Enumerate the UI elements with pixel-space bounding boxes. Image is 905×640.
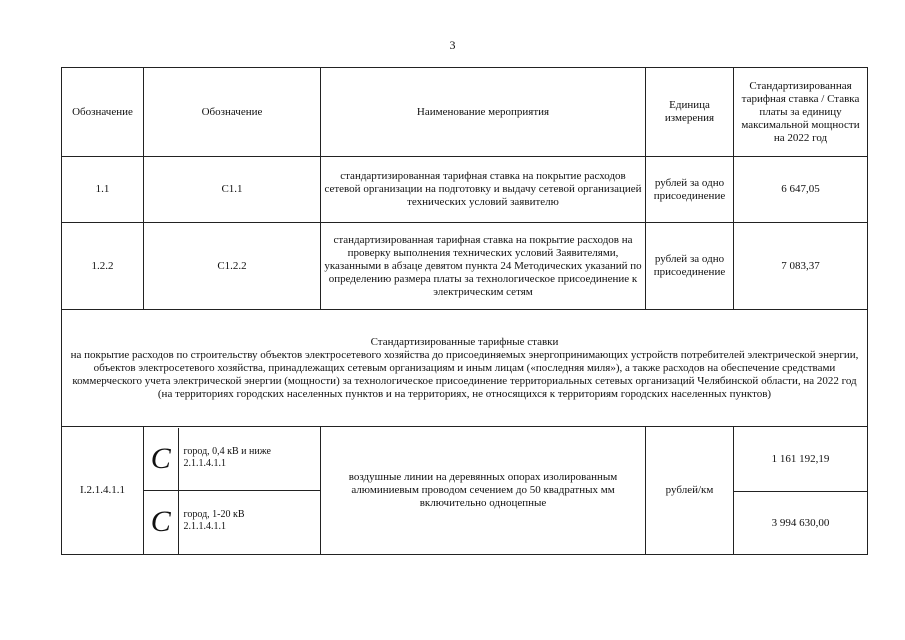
header-row	[62, 68, 868, 157]
row-unit: рублей за одно присоединение	[646, 157, 734, 223]
header-unit: Единица измерения	[646, 68, 734, 157]
row-designation: C1.1	[144, 157, 321, 223]
row-value: 7 083,37	[734, 223, 868, 310]
header-code: Обозначение	[62, 68, 144, 157]
sub-index: 2.1.1.4.1.1	[183, 457, 226, 469]
row-code: 1.2.2	[62, 223, 144, 310]
section-text: на покрытие расходов по строительству объектов электросетевого хозяйства до присоединяемых энергопринимающих устройств потребителей электрической энергии, объектов электросетевого хозяйства, принадлежащих сетевым организациям и иным лицам («последняя миля»), а также расходов на обеспечение средствами коммерческого учета электрической энергии (мощности) за технологическое присоединение территориальных сетевых организаций Челябинской области, на 2022 год (на территориях городских населенных пунктов и на территориях, не относящихся к территориям городских населенных пунктов)	[70, 348, 859, 400]
row-designation: C1.2.2	[144, 223, 321, 310]
header-designation-cell: Обозначение	[144, 68, 321, 157]
designation-subtable	[144, 428, 320, 554]
sub-label: город, 0,4 кВ и ниже	[183, 445, 271, 457]
row-unit: рублей за одно присоединение	[646, 223, 734, 310]
line-item-value: 3 994 630,00	[734, 492, 868, 555]
section-row	[62, 310, 868, 427]
line-item-name: воздушные линии на деревянных опорах изолированным алюминиевым проводом сечением до 50 квадратных мм включительно одноцепные	[321, 427, 646, 555]
row-value: 6 647,05	[734, 157, 868, 223]
sub-label-cell	[178, 491, 320, 554]
section-heading	[62, 310, 868, 427]
row-name: стандартизированная тарифная ставка на покрытие расходов на проверку выполнения технических условий Заявителями, указанными в абзаце девятом пункта 24 Методических указаний по определению размера платы за технологическое присоединение к электрическим сетям	[321, 223, 646, 310]
line-item-row	[62, 427, 868, 492]
table-row	[62, 223, 868, 310]
line-item-value: 1 161 192,19	[734, 427, 868, 492]
row-code: 1.1	[62, 157, 144, 223]
line-item-unit: рублей/км	[646, 427, 734, 555]
c-symbol-icon: C	[144, 428, 178, 491]
table-row	[62, 157, 868, 223]
row-name: стандартизированная тарифная ставка на покрытие расходов сетевой организации на подготовку и выдачу сетевой организацией технических условий заявителю	[321, 157, 646, 223]
line-item-designation	[144, 427, 321, 555]
tariff-table	[61, 67, 868, 555]
sub-label: город, 1-20 кВ	[183, 509, 245, 520]
sub-index: 2.1.1.4.1.1	[183, 521, 226, 532]
page-number: 3	[449, 38, 456, 52]
line-item-code: I.2.1.4.1.1	[62, 427, 144, 555]
header-rate: Стандартизированная тарифная ставка / Ставка платы за единицу максимальной мощности на 2022 год	[734, 68, 868, 157]
sub-label-cell	[178, 428, 320, 491]
section-title: Стандартизированные тарифные ставки	[370, 335, 559, 348]
c-symbol-icon: C	[144, 491, 178, 554]
header-name: Наименование мероприятия	[321, 68, 646, 157]
